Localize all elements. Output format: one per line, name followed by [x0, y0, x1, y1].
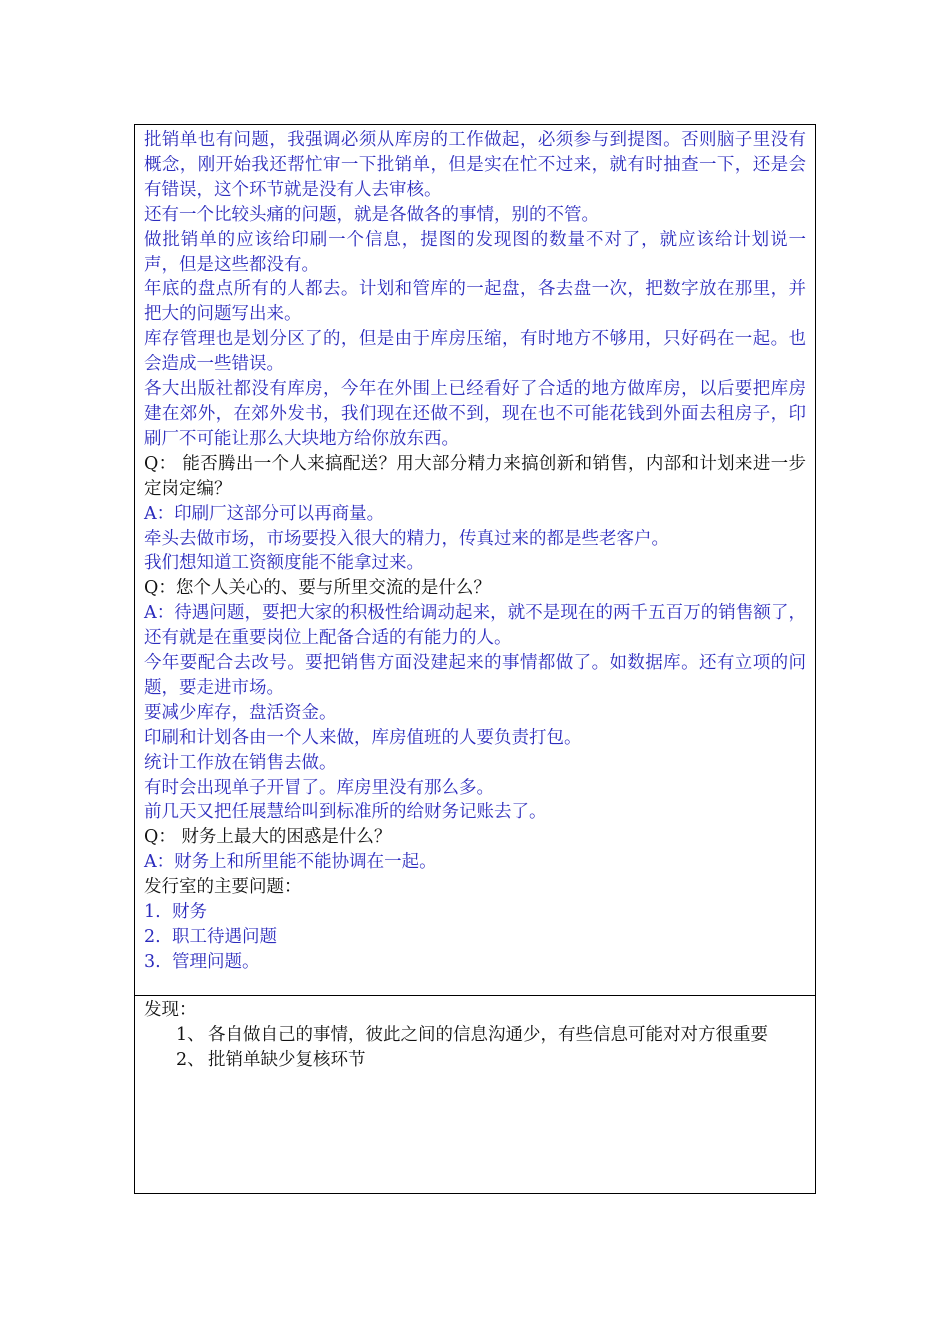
problem-number: 3.	[144, 951, 161, 972]
answer-paragraph: 库存管理也是划分区了的，但是由于库房压缩，有时地方不够用，只好码在一起。也会造成一些错误。	[144, 329, 806, 375]
answer-paragraph: A：待遇问题，要把大家的积极性给调动起来，就不是现在的两千五百万的销售额了，还有就是在重要岗位上配备合适的有能力的人。	[144, 603, 806, 649]
answer-paragraph: 印刷和计划各由一个人来做，库房值班的人要负责打包。	[144, 727, 582, 748]
finding-text: 批销单缺少复核环节	[208, 1049, 366, 1070]
interview-table	[134, 124, 816, 1194]
problem-list	[144, 900, 806, 975]
problem-text: 职工待遇问题	[172, 927, 277, 947]
finding-text: 各自做自己的事情，彼此之间的信息沟通少，有些信息可能对对方很重要	[208, 1024, 768, 1045]
answer-paragraph: 还有一个比较头痛的问题，就是各做各的事情，别的不管。	[144, 204, 599, 225]
findings-cell	[135, 996, 815, 1193]
problem-item	[144, 925, 806, 950]
answer-paragraph: 牵头去做市场，市场要投入很大的精力，传真过来的都是些老客户。	[144, 528, 669, 549]
answer-paragraph: 要减少库存，盘活资金。	[144, 702, 337, 723]
answer-paragraph: 统计工作放在销售去做。	[144, 752, 337, 773]
finding-number: 2、	[176, 1049, 205, 1070]
answer-paragraph: 各大出版社都没有库房，今年在外围上已经看好了合适的地方做库房，以后要把库房建在郊外，在郊外发书，我们现在还做不到，现在也不可能花钱到外面去租房子，印刷厂不可能让那么大块地方给你放东西。	[144, 379, 806, 449]
interview-paragraphs	[144, 128, 806, 900]
interview-notes-cell	[135, 125, 815, 996]
answer-paragraph: 今年要配合去改号。要把销售方面没建起来的事情都做了。如数据库。还有立项的问题，要走进市场。	[144, 653, 806, 698]
question-paragraph: 发行室的主要问题：	[144, 877, 302, 898]
problem-item	[144, 950, 806, 975]
question-paragraph: Q： 能否腾出一个人来搞配送？用大部分精力来搞创新和销售，内部和计划来进一步定岗定编？	[144, 453, 806, 499]
problem-text: 管理问题。	[172, 951, 260, 972]
findings-list	[144, 1023, 806, 1073]
answer-paragraph: 我们想知道工资额度能不能拿过来。	[144, 553, 424, 574]
problem-text: 财务	[172, 902, 207, 923]
finding-number: 1、	[176, 1024, 205, 1045]
answer-paragraph: 做批销单的应该给印刷一个信息，提图的发现图的数量不对了，就应该给计划说一声，但是这些都没有。	[144, 229, 806, 275]
finding-item	[144, 1048, 806, 1073]
answer-paragraph: A：财务上和所里能不能协调在一起。	[144, 852, 437, 873]
finding-item	[144, 1023, 806, 1048]
question-paragraph: Q： 财务上最大的困惑是什么？	[144, 827, 392, 848]
findings-heading: 发现：	[144, 1000, 197, 1020]
answer-paragraph: 年底的盘点所有的人都去。计划和管库的一起盘，各去盘一次，把数字放在那里，并把大的问题写出来。	[144, 279, 806, 325]
answer-paragraph: 批销单也有问题，我强调必须从库房的工作做起，必须参与到提图。否则脑子里没有概念，刚开始我还帮忙审一下批销单，但是实在忙不过来，就有时抽查一下，还是会有错误，这个环节就是没有人去审核。	[144, 130, 806, 200]
problem-number: 1.	[144, 902, 161, 923]
problem-number: 2.	[144, 927, 161, 947]
answer-paragraph: 前几天又把任展慧给叫到标准所的给财务记账去了。	[144, 802, 547, 823]
answer-paragraph: 有时会出现单子开冒了。库房里没有那么多。	[144, 777, 494, 798]
answer-paragraph: A：印刷厂这部分可以再商量。	[144, 503, 385, 524]
question-paragraph: Q：您个人关心的、要与所里交流的是什么？	[144, 578, 491, 599]
problem-item	[144, 900, 806, 925]
